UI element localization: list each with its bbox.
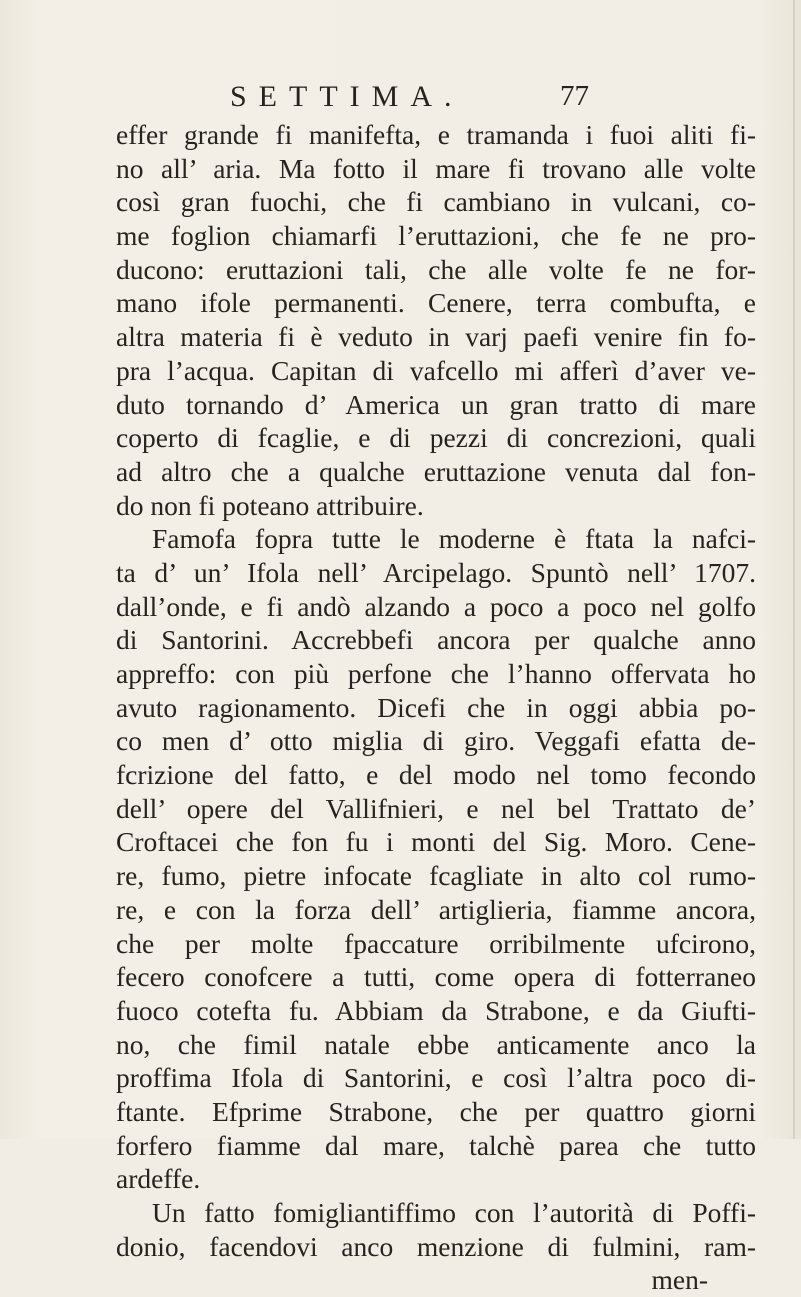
- paragraph-start-line: Famofa fopra tutte le moderne è ftata la nafci-: [152, 523, 756, 555]
- text-line: così gran fuochi, che fi cambiano in vulcani, co-: [116, 186, 756, 218]
- page-edge: [793, 0, 795, 1139]
- text-line: forfero fiamme dal mare, talchè parea che tutto: [116, 1129, 756, 1161]
- text-line: mano ifole permanenti. Cenere, terra combufta, e: [116, 287, 756, 319]
- text-line: che per molte fpaccature orribilmente ufcirono,: [116, 927, 756, 959]
- text-line: fcrizione del fatto, e del modo nel tomo fecondo: [116, 759, 756, 791]
- text-line: coperto di fcaglie, e di pezzi di concrezioni, quali: [116, 422, 756, 454]
- text-line: Croftacei che fon fu i monti del Sig. Moro. Cene-: [116, 826, 756, 858]
- text-line: dall’onde, e fi andò alzando a poco a poco nel golfo: [116, 590, 756, 622]
- text-line: co men d’ otto miglia di giro. Veggafi efatta de-: [116, 725, 756, 757]
- text-line: effer grande fi manifefta, e tramanda i fuoi aliti fi-: [116, 119, 756, 150]
- body-text: [116, 118, 756, 1297]
- text-line: dell’ opere del Vallifnieri, e nel bel Trattato de’: [116, 792, 756, 824]
- text-line: no all’ aria. Ma fotto il mare fi trovano alle volte: [116, 152, 756, 184]
- text-line: ta d’ un’ Ifola nell’ Arcipelago. Spuntò nell’ 1707.: [116, 556, 756, 588]
- paragraph-end-line: do non fi poteano attribuire.: [116, 489, 424, 521]
- page-header: [230, 80, 610, 116]
- catchword: men-: [651, 1264, 708, 1296]
- text-line: pra l’acqua. Capitan di vafcello mi afferì d’aver ve-: [116, 354, 756, 386]
- text-line: ftante. Efprime Strabone, che per quattro giorni: [116, 1095, 756, 1127]
- text-line: di Santorini. Accrebbefi ancora per qualche anno: [116, 624, 756, 656]
- text-line: me foglion chiamarfi l’eruttazioni, che fe ne pro-: [116, 220, 756, 252]
- text-line: re, e con la forza dell’ artiglieria, fiamme ancora,: [116, 893, 756, 925]
- running-head: SETTIMA.: [230, 80, 464, 113]
- text-line: duto tornando d’ America un gran tratto di mare: [116, 388, 756, 420]
- text-line: altra materia fi è veduto in varj paefi venire fin fo-: [116, 321, 756, 353]
- text-line: proffima Ifola di Santorini, e così l’altra poco di-: [116, 1062, 756, 1094]
- text-line: fuoco cotefta fu. Abbiam da Strabone, e da Giufti-: [116, 994, 756, 1026]
- paragraph-end-line: ardeffe.: [116, 1163, 201, 1195]
- text-line: donio, facendovi anco menzione di fulmini, ram-: [116, 1230, 756, 1262]
- text-line: no, che fimil natale ebbe anticamente anco la: [116, 1028, 756, 1060]
- text-line: re, fumo, pietre infocate fcagliate in alto col rumo-: [116, 860, 756, 892]
- text-line: ad altro che a qualche eruttazione venuta dal fon-: [116, 455, 756, 487]
- text-line: ducono: eruttazioni tali, che alle volte fe ne for-: [116, 253, 756, 285]
- paragraph-start-line: Un fatto fomigliantiffimo con l’autorità di Poffi-: [152, 1197, 756, 1228]
- text-line: avuto ragionamento. Dicefi che in oggi abbia po-: [116, 691, 756, 723]
- page-number: 77: [560, 80, 589, 112]
- text-line: fecero conofcere a tutti, come opera di fotterraneo: [116, 961, 756, 993]
- text-line: appreffo: con più perfone che l’hanno offervata ho: [116, 658, 756, 689]
